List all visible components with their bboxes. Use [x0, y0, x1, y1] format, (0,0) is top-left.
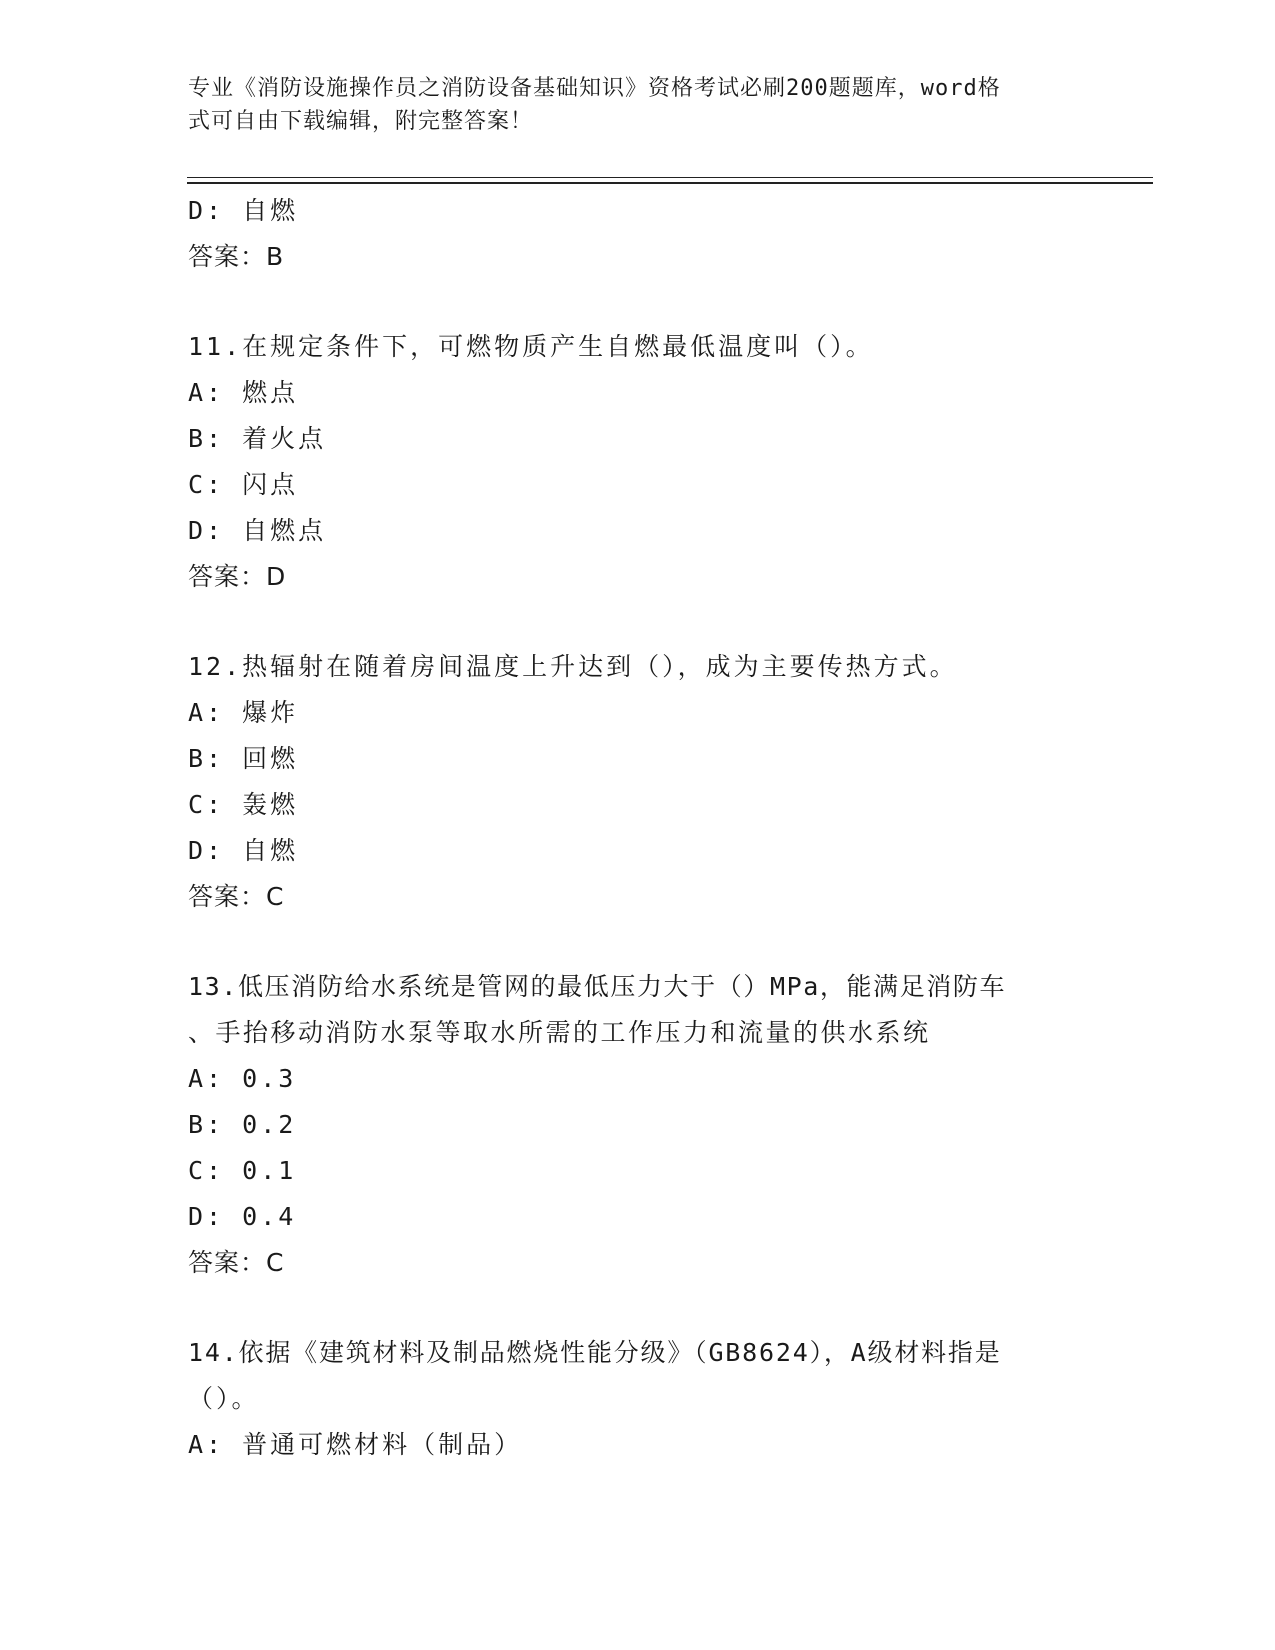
option-b: B: 0.2	[188, 1110, 297, 1139]
spacer	[188, 600, 1088, 644]
question-11	[188, 324, 1088, 600]
option-a: A: 普通可燃材料（制品）	[188, 1430, 523, 1459]
option-d: D: 自燃	[188, 836, 299, 865]
answer: 答案：C	[188, 1248, 285, 1277]
header-divider-thin	[187, 177, 1153, 178]
spacer	[188, 1286, 1088, 1330]
spacer	[188, 920, 1088, 964]
question-stem: 12.热辐射在随着房间温度上升达到（），成为主要传热方式。	[188, 652, 958, 681]
question-stem: 11.在规定条件下，可燃物质产生自燃最低温度叫（）。	[188, 332, 874, 361]
spacer	[188, 280, 1088, 324]
document-header	[188, 72, 1088, 138]
option-d: D: 0.4	[188, 1202, 297, 1231]
option-b: B: 着火点	[188, 424, 327, 453]
answer: 答案：D	[188, 562, 287, 591]
header-line-1: 专业《消防设施操作员之消防设备基础知识》资格考试必刷200题题库，word格	[188, 76, 1001, 101]
option-c: C: 轰燃	[188, 790, 299, 819]
answer: 答案：C	[188, 882, 285, 911]
option-a: A: 爆炸	[188, 698, 299, 727]
question-stem-continued: （）。	[188, 1384, 260, 1413]
question-13	[188, 964, 1088, 1286]
question-12	[188, 644, 1088, 920]
question-14	[188, 1330, 1088, 1468]
option-c: C: 闪点	[188, 470, 299, 499]
option-a: A: 0.3	[188, 1064, 297, 1093]
prev-option-d: D: 自燃	[188, 196, 299, 225]
option-c: C: 0.1	[188, 1156, 297, 1185]
question-stem: 14.依据《建筑材料及制品燃烧性能分级》（GB8624），A级材料指是	[188, 1338, 1002, 1367]
prev-answer: 答案：B	[188, 242, 285, 271]
header-line-2: 式可自由下载编辑，附完整答案！	[188, 109, 534, 134]
option-b: B: 回燃	[188, 744, 299, 773]
question-stem-continued: 、手抬移动消防水泵等取水所需的工作压力和流量的供水系统	[188, 1018, 931, 1047]
question-list	[188, 188, 1088, 1468]
option-d: D: 自燃点	[188, 516, 327, 545]
option-a: A: 燃点	[188, 378, 299, 407]
header-divider-thick	[187, 182, 1153, 184]
question-stem: 13.低压消防给水系统是管网的最低压力大于（）MPa，能满足消防车	[188, 972, 1007, 1001]
